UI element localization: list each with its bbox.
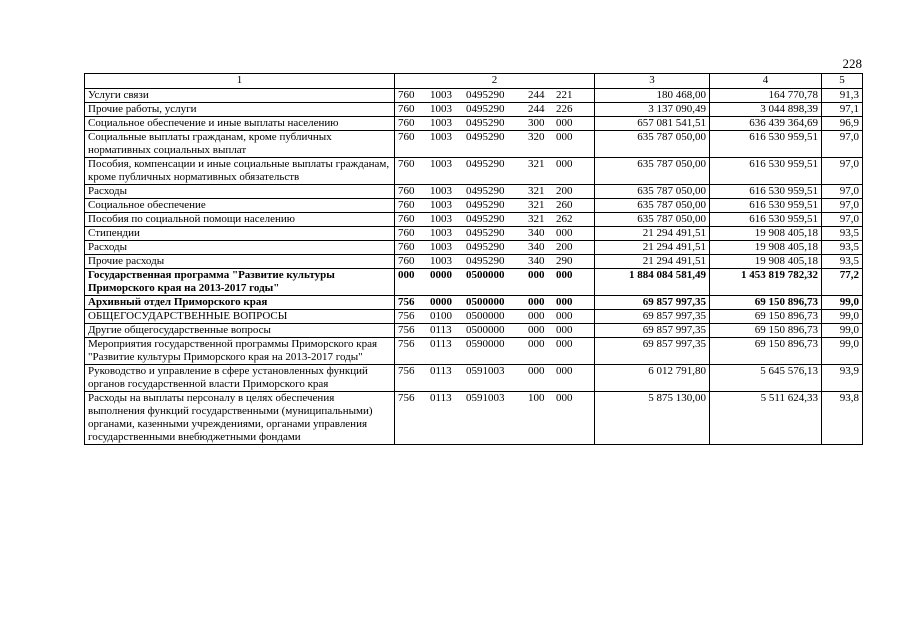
- admin-code: 760: [398, 103, 415, 115]
- target-code: 0500000: [466, 296, 505, 308]
- admin-code: 756: [398, 296, 415, 308]
- kosgu-code: 000: [556, 365, 573, 377]
- planned-amount: 635 787 050,00: [595, 199, 710, 213]
- table-row: [85, 365, 863, 392]
- executed-amount: 69 150 896,73: [710, 338, 822, 365]
- table-row: [85, 296, 863, 310]
- admin-code: 756: [398, 338, 415, 350]
- table-row: [85, 392, 863, 445]
- expense-type-code: 321: [528, 185, 545, 197]
- admin-code: 760: [398, 255, 415, 267]
- row-codes: [395, 255, 595, 269]
- executed-amount: 616 530 959,51: [710, 131, 822, 158]
- section-code: 0113: [430, 338, 452, 350]
- page-number: 228: [842, 56, 862, 71]
- table-row: [85, 310, 863, 324]
- column-header-5: 5: [822, 74, 863, 89]
- row-name: Другие общегосударственные вопросы: [85, 324, 395, 338]
- section-code: 1003: [430, 241, 452, 253]
- planned-amount: 21 294 491,51: [595, 255, 710, 269]
- executed-amount: 616 530 959,51: [710, 213, 822, 227]
- table-row: [85, 103, 863, 117]
- execution-percent: 97,0: [822, 213, 863, 227]
- budget-table: [84, 73, 863, 445]
- table-row: [85, 89, 863, 103]
- admin-code: 760: [398, 117, 415, 129]
- admin-code: 756: [398, 365, 415, 377]
- execution-percent: 97,0: [822, 199, 863, 213]
- kosgu-code: 000: [556, 158, 573, 170]
- section-code: 1003: [430, 213, 452, 225]
- execution-percent: 99,0: [822, 296, 863, 310]
- target-code: 0500000: [466, 310, 505, 322]
- kosgu-code: 000: [556, 131, 573, 143]
- planned-amount: 635 787 050,00: [595, 213, 710, 227]
- executed-amount: 3 044 898,39: [710, 103, 822, 117]
- expense-type-code: 000: [528, 338, 545, 350]
- section-code: 0113: [430, 392, 452, 404]
- kosgu-code: 000: [556, 310, 573, 322]
- executed-amount: 69 150 896,73: [710, 296, 822, 310]
- section-code: 1003: [430, 89, 452, 101]
- execution-percent: 97,0: [822, 131, 863, 158]
- planned-amount: 657 081 541,51: [595, 117, 710, 131]
- row-name: Мероприятия государственной программы Приморского края "Развитие культуры Приморского края на 2013-2017 годы": [85, 338, 395, 365]
- section-code: 1003: [430, 103, 452, 115]
- executed-amount: 19 908 405,18: [710, 241, 822, 255]
- kosgu-code: 226: [556, 103, 573, 115]
- kosgu-code: 260: [556, 199, 573, 211]
- section-code: 1003: [430, 227, 452, 239]
- target-code: 0495290: [466, 199, 505, 211]
- column-header-4: 4: [710, 74, 822, 89]
- planned-amount: 3 137 090,49: [595, 103, 710, 117]
- planned-amount: 69 857 997,35: [595, 338, 710, 365]
- kosgu-code: 200: [556, 241, 573, 253]
- execution-percent: 93,5: [822, 255, 863, 269]
- section-code: 0113: [430, 324, 452, 336]
- expense-type-code: 000: [528, 296, 545, 308]
- row-codes: [395, 89, 595, 103]
- row-codes: [395, 103, 595, 117]
- table-row: [85, 241, 863, 255]
- admin-code: 756: [398, 324, 415, 336]
- row-name: ОБЩЕГОСУДАРСТВЕННЫЕ ВОПРОСЫ: [85, 310, 395, 324]
- execution-percent: 99,0: [822, 324, 863, 338]
- admin-code: 760: [398, 213, 415, 225]
- expense-type-code: 340: [528, 255, 545, 267]
- execution-percent: 97,1: [822, 103, 863, 117]
- expense-type-code: 321: [528, 213, 545, 225]
- execution-percent: 99,0: [822, 310, 863, 324]
- section-code: 0000: [430, 269, 452, 281]
- table-row: [85, 324, 863, 338]
- planned-amount: 21 294 491,51: [595, 241, 710, 255]
- execution-percent: 97,0: [822, 185, 863, 199]
- row-name: Социальные выплаты гражданам, кроме публичных нормативных социальных выплат: [85, 131, 395, 158]
- table-body: [85, 89, 863, 445]
- expense-type-code: 244: [528, 89, 545, 101]
- row-codes: [395, 269, 595, 296]
- table-row: [85, 255, 863, 269]
- admin-code: 760: [398, 89, 415, 101]
- executed-amount: 69 150 896,73: [710, 324, 822, 338]
- admin-code: 760: [398, 227, 415, 239]
- table-row: [85, 117, 863, 131]
- row-name: Государственная программа "Развитие культуры Приморского края на 2013-2017 годы": [85, 269, 395, 296]
- column-header-2: 2: [395, 74, 595, 89]
- row-codes: [395, 338, 595, 365]
- executed-amount: 19 908 405,18: [710, 227, 822, 241]
- expense-type-code: 100: [528, 392, 545, 404]
- kosgu-code: 262: [556, 213, 573, 225]
- target-code: 0495290: [466, 255, 505, 267]
- column-header-1: 1: [85, 74, 395, 89]
- row-codes: [395, 131, 595, 158]
- row-name: Прочие работы, услуги: [85, 103, 395, 117]
- admin-code: 756: [398, 310, 415, 322]
- row-codes: [395, 296, 595, 310]
- admin-code: 000: [398, 269, 415, 281]
- target-code: 0495290: [466, 213, 505, 225]
- target-code: 0495290: [466, 131, 505, 143]
- row-codes: [395, 365, 595, 392]
- row-name: Расходы: [85, 241, 395, 255]
- planned-amount: 69 857 997,35: [595, 296, 710, 310]
- table-row: [85, 213, 863, 227]
- section-code: 0000: [430, 296, 452, 308]
- planned-amount: 635 787 050,00: [595, 131, 710, 158]
- row-codes: [395, 158, 595, 185]
- executed-amount: 19 908 405,18: [710, 255, 822, 269]
- row-name: Прочие расходы: [85, 255, 395, 269]
- target-code: 0590000: [466, 338, 505, 350]
- row-name: Расходы на выплаты персоналу в целях обеспечения выполнения функций государственными (муниципальными) органами, казенными учреждениями, органами управления государственными внебюджетными фондами: [85, 392, 395, 445]
- execution-percent: 93,9: [822, 365, 863, 392]
- table-header-row: [85, 74, 863, 89]
- target-code: 0500000: [466, 324, 505, 336]
- executed-amount: 164 770,78: [710, 89, 822, 103]
- execution-percent: 93,5: [822, 227, 863, 241]
- row-name: Социальное обеспечение и иные выплаты населению: [85, 117, 395, 131]
- execution-percent: 93,5: [822, 241, 863, 255]
- admin-code: 760: [398, 131, 415, 143]
- row-codes: [395, 310, 595, 324]
- row-codes: [395, 117, 595, 131]
- executed-amount: 616 530 959,51: [710, 185, 822, 199]
- kosgu-code: 000: [556, 392, 573, 404]
- execution-percent: 93,8: [822, 392, 863, 445]
- planned-amount: 1 884 084 581,49: [595, 269, 710, 296]
- target-code: 0495290: [466, 158, 505, 170]
- admin-code: 760: [398, 185, 415, 197]
- table-row: [85, 227, 863, 241]
- planned-amount: 69 857 997,35: [595, 310, 710, 324]
- kosgu-code: 000: [556, 117, 573, 129]
- executed-amount: 5 511 624,33: [710, 392, 822, 445]
- kosgu-code: 000: [556, 324, 573, 336]
- expense-type-code: 321: [528, 199, 545, 211]
- target-code: 0495290: [466, 103, 505, 115]
- admin-code: 756: [398, 392, 415, 404]
- table-row: [85, 269, 863, 296]
- execution-percent: 99,0: [822, 338, 863, 365]
- kosgu-code: 000: [556, 296, 573, 308]
- kosgu-code: 000: [556, 338, 573, 350]
- expense-type-code: 000: [528, 269, 545, 281]
- column-header-3: 3: [595, 74, 710, 89]
- planned-amount: 69 857 997,35: [595, 324, 710, 338]
- expense-type-code: 000: [528, 365, 545, 377]
- expense-type-code: 300: [528, 117, 545, 129]
- section-code: 0113: [430, 365, 452, 377]
- row-name: Архивный отдел Приморского края: [85, 296, 395, 310]
- expense-type-code: 340: [528, 227, 545, 239]
- target-code: 0495290: [466, 241, 505, 253]
- kosgu-code: 000: [556, 269, 573, 281]
- admin-code: 760: [398, 241, 415, 253]
- row-codes: [395, 324, 595, 338]
- section-code: 1003: [430, 199, 452, 211]
- row-name: Стипендии: [85, 227, 395, 241]
- admin-code: 760: [398, 199, 415, 211]
- table-row: [85, 158, 863, 185]
- execution-percent: 91,3: [822, 89, 863, 103]
- kosgu-code: 221: [556, 89, 573, 101]
- executed-amount: 636 439 364,69: [710, 117, 822, 131]
- target-code: 0591003: [466, 392, 505, 404]
- target-code: 0500000: [466, 269, 505, 281]
- row-name: Пособия, компенсации и иные социальные выплаты гражданам, кроме публичных нормативных обязательств: [85, 158, 395, 185]
- execution-percent: 77,2: [822, 269, 863, 296]
- expense-type-code: 321: [528, 158, 545, 170]
- target-code: 0495290: [466, 117, 505, 129]
- row-codes: [395, 199, 595, 213]
- expense-type-code: 000: [528, 324, 545, 336]
- planned-amount: 6 012 791,80: [595, 365, 710, 392]
- row-name: Услуги связи: [85, 89, 395, 103]
- row-codes: [395, 392, 595, 445]
- executed-amount: 1 453 819 782,32: [710, 269, 822, 296]
- planned-amount: 180 468,00: [595, 89, 710, 103]
- admin-code: 760: [398, 158, 415, 170]
- row-codes: [395, 185, 595, 199]
- target-code: 0495290: [466, 227, 505, 239]
- kosgu-code: 200: [556, 185, 573, 197]
- executed-amount: 616 530 959,51: [710, 158, 822, 185]
- expense-type-code: 320: [528, 131, 545, 143]
- section-code: 1003: [430, 158, 452, 170]
- kosgu-code: 290: [556, 255, 573, 267]
- row-name: Расходы: [85, 185, 395, 199]
- target-code: 0591003: [466, 365, 505, 377]
- expense-type-code: 000: [528, 310, 545, 322]
- table-row: [85, 199, 863, 213]
- row-codes: [395, 213, 595, 227]
- target-code: 0495290: [466, 89, 505, 101]
- target-code: 0495290: [466, 185, 505, 197]
- kosgu-code: 000: [556, 227, 573, 239]
- execution-percent: 96,9: [822, 117, 863, 131]
- executed-amount: 5 645 576,13: [710, 365, 822, 392]
- executed-amount: 69 150 896,73: [710, 310, 822, 324]
- table-row: [85, 338, 863, 365]
- section-code: 1003: [430, 255, 452, 267]
- table-row: [85, 185, 863, 199]
- section-code: 1003: [430, 185, 452, 197]
- execution-percent: 97,0: [822, 158, 863, 185]
- row-codes: [395, 241, 595, 255]
- row-codes: [395, 227, 595, 241]
- executed-amount: 616 530 959,51: [710, 199, 822, 213]
- planned-amount: 5 875 130,00: [595, 392, 710, 445]
- table-row: [85, 131, 863, 158]
- row-name: Пособия по социальной помощи населению: [85, 213, 395, 227]
- section-code: 0100: [430, 310, 452, 322]
- section-code: 1003: [430, 131, 452, 143]
- expense-type-code: 244: [528, 103, 545, 115]
- expense-type-code: 340: [528, 241, 545, 253]
- planned-amount: 21 294 491,51: [595, 227, 710, 241]
- section-code: 1003: [430, 117, 452, 129]
- row-name: Социальное обеспечение: [85, 199, 395, 213]
- planned-amount: 635 787 050,00: [595, 185, 710, 199]
- planned-amount: 635 787 050,00: [595, 158, 710, 185]
- row-name: Руководство и управление в сфере установленных функций органов государственной власти Приморского края: [85, 365, 395, 392]
